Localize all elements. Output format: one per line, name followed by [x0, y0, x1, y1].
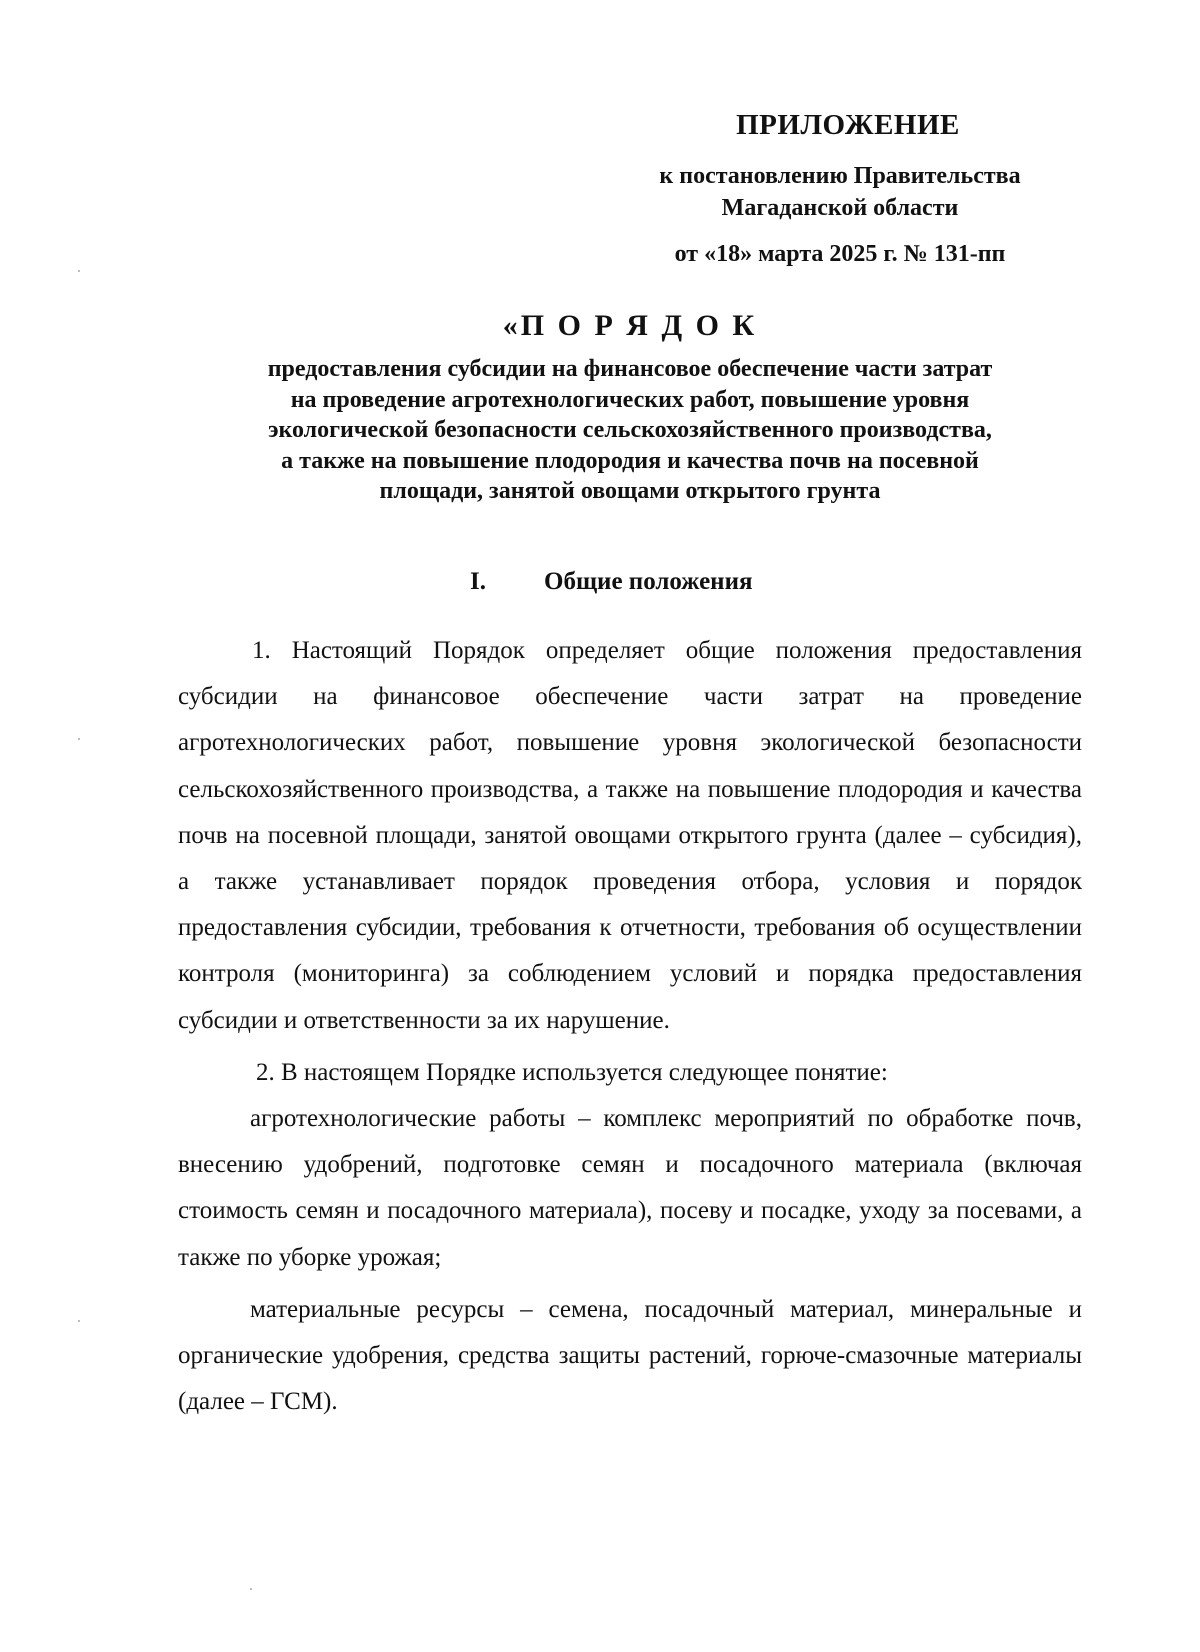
section-title: Общие положения [544, 568, 753, 595]
appendix-reference-line-1: к постановлению Правительства [659, 163, 1021, 189]
document-subtitle-line-1: предоставления субсидии на финансовое обеспечение части затрат [267, 356, 993, 382]
scan-dot [250, 1588, 252, 1590]
appendix-date-number: от «18» марта 2025 г. № 131-пп [674, 241, 1006, 267]
document-subtitle-line-3: экологической безопасности сельскохозяйственного производства, [268, 417, 992, 443]
appendix-title: ПРИЛОЖЕНИЕ [736, 109, 960, 141]
section-heading [470, 566, 753, 598]
section-number: I. [470, 568, 486, 595]
paragraph-2: 2. В настоящем Порядке используется следующее понятие: [256, 1058, 888, 1086]
document-title-block [180, 308, 1080, 507]
document-subtitle-line-5: площади, занятой овощами открытого грунта [379, 478, 881, 504]
scan-dot [78, 738, 80, 740]
paragraph-definition-resources: материальные ресурсы – семена, посадочный материал, минеральные и органические удобрения, средства защиты растений, горюче-смазочные материалы (далее – ГСМ). [178, 1295, 1082, 1416]
paragraph-1: 1. Настоящий Порядок определяет общие положения предоставления субсидии на финансовое обеспечение части затрат на проведение агротехнологических работ, повышение уровня экологической безопасности сельскохозяйственного производства, а также на повышение плодородия и качества почв на посевной площади, занятой овощами открытого грунта (далее – субсидия), а также устанавливает порядок проведения отбора, условия и порядок предоставления субсидии, требования к отчетности, требования об осуществлении контроля (мониторинга) за соблюдением условий и порядка предоставления субсидии и ответственности за их нарушение. [178, 637, 1082, 1034]
document-title: «П О Р Я Д О К [502, 309, 758, 342]
scan-dot [78, 270, 80, 272]
scan-dot [78, 1320, 80, 1322]
appendix-reference-line-2: Магаданской области [721, 195, 959, 221]
body-text [178, 628, 1082, 1425]
appendix-header [620, 108, 1060, 270]
paragraph-definition-agrotech: агротехнологические работы – комплекс мероприятий по обработке почв, внесению удобрений, подготовке семян и посадочного материала (включая стоимость семян и посадочного материала), посеву и посадке, уходу за посевами, а также по уборке урожая; [178, 1105, 1082, 1271]
document-subtitle-line-2: на проведение агротехнологических работ, повышение уровня [290, 386, 970, 413]
document-subtitle-line-4: а также на повышение плодородия и качества почв на посевной [281, 447, 979, 474]
